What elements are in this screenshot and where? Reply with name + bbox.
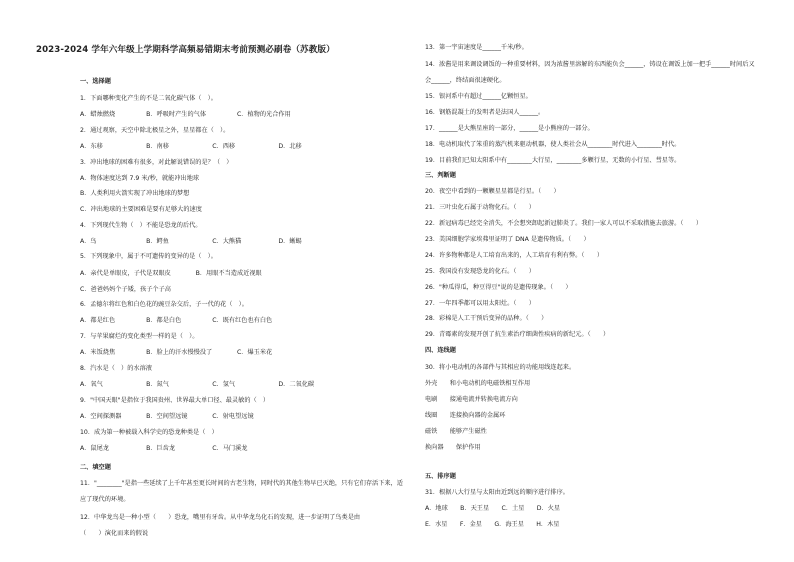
question-line: A．物体速度达到 7.9 米/秒，就能冲出地球 — [80, 175, 200, 182]
question-line: 21．三叶虫化石属于动物化石。（ ） — [425, 204, 535, 211]
question-line: 18．电动机取代了笨重的蒸汽机来驱动机器，使人类社会从________时代进入________时代。 — [425, 141, 681, 148]
question-line: 换向器 保护作用 — [425, 444, 481, 451]
section-heading: 四、连线题 — [425, 347, 456, 354]
question-line: 14．浓酱是用来调设调饭的一种重要材料，因为浓酱里溶解的东西能负会______，铸设在调饭上加一把手______时间后又 — [425, 61, 755, 68]
question-line: 线圈 连接换向器的金属环 — [425, 412, 506, 419]
question-line: A．都是红色 B．都是白色 C．既有红色也有白色 — [80, 317, 273, 324]
question-line: A．氧气 B．氮气 C．氢气 D．二氧化碳 — [80, 381, 315, 388]
question-line: 4．下列现代生物（ ）不能是恐龙的后代。 — [80, 222, 202, 229]
question-line: 26．"种瓜得瓜，种豆得豆"说的是遗传现象。（ ） — [425, 284, 572, 291]
question-line: 27．一年四季都可以用太阳灶。（ ） — [425, 300, 535, 307]
question-line: 15．银河系中有超过______亿颗恒星。 — [425, 93, 532, 100]
question-line: C．爸爸妈妈个子矮，孩子个子高 — [80, 286, 171, 293]
question-line: 5．下列现象中，属于不可遗传的变异的是（ ）。 — [80, 253, 217, 260]
section-heading: 五、排序题 — [425, 473, 456, 480]
question-line: 25．我国没有发现恐龙的化石。（ ） — [425, 268, 535, 275]
question-line: 外壳 和小电动机的电磁铁相互作用 — [425, 380, 531, 387]
question-line: 24．许多物种都是人工培育出来的，人工培育有利有弊。（ ） — [425, 252, 604, 259]
question-line: A．蜡烛燃烧 B．呼吸时产生的气体 C．植物的光合作用 — [80, 111, 291, 118]
question-line: 10．成为第一种被载入科学史的恐龙种类是（ ） — [80, 429, 218, 436]
question-line: 13．第一宇宙速度是______千米/秒。 — [425, 44, 528, 51]
question-line: 9．"中国天眼"是指位于我国贵州、世界最大单口径、最灵敏的（ ） — [80, 397, 270, 404]
question-line: 19．目前我们已知太阳系中有________大行星，________多颗行星，无数的小行星、彗星等。 — [425, 157, 681, 164]
section-heading: 三、判断题 — [425, 172, 456, 179]
question-line: 1．下面哪种变化产生的不是二氧化碳气体（ ）。 — [80, 95, 217, 102]
question-line: B．人类利用火箭实现了冲出地球的梦想 — [80, 190, 190, 197]
question-line: 23．美国细胞学家埃弗里证明了 DNA 是遗传物质。（ ） — [425, 236, 590, 243]
question-line: A．米饭烧焦 B．脸上的汗水慢慢没了 C．爆玉米花 — [80, 349, 273, 356]
question-line: 8．汽水是（ ）的水溶液 — [80, 365, 152, 372]
question-line: 2．通过观察，天空中除北极星之外，星星都在（ ）。 — [80, 127, 230, 134]
question-line: A．鸟 B．鳄鱼 C．大熊猫 D．蜥蜴 — [80, 238, 302, 245]
question-line: C．冲出地球的主要困难是要有足够大的速度 — [80, 206, 202, 213]
question-line: 电刷 接通电流并转换电流方向 — [425, 396, 518, 403]
question-line: 11．"________"是指一些延续了上千年甚至更长时间的古老生物，同时代的其他生物早已灭绝，只有它们存活下来，适 — [80, 480, 403, 487]
question-line: 12．中华龙鸟是一种小型（ ）恐龙，嘴里有牙齿。从中华龙鸟化石的发现，进一步证明了鸟类是由 — [80, 514, 361, 521]
question-line: 30．将小电动机的各部件与其相应的功能用线连起来。 — [425, 364, 576, 371]
question-line: A．地球 B．天王星 C．土星 D．火星 — [425, 505, 561, 512]
question-line: 28．彩棉是人工干预后变异的品种。（ ） — [425, 315, 548, 322]
question-line: （ ）演化而来的假说 — [80, 530, 149, 537]
question-line: A．空间探测器 B．空间望远镜 C．射电望远镜 — [80, 413, 254, 420]
question-line: E．水星 F．金星 G．海王星 H．木星 — [425, 521, 560, 528]
question-line: A．东移 B．南移 C．西移 D．北移 — [80, 143, 302, 150]
question-line: 磁铁 能够产生磁性 — [425, 428, 487, 435]
exam-title: 2023-2024 学年六年级上学期科学高频易错期末考前预测必刷卷（苏教版） — [36, 45, 335, 55]
question-line: 22．新冠病毒已经完全消失，不会想突卸起新冠肺炎了。我们一家人可以不采取措施去旅游。（ ） — [425, 220, 703, 227]
section-heading: 一、选择题 — [80, 78, 111, 85]
question-line: 应了现代的环境。 — [80, 496, 130, 503]
question-line: A．亲代是单眼皮，子代是双眼皮 B．用眼不当造成近视眼 — [80, 270, 262, 277]
question-line: 16．钢筋混凝土的发明者是法国人______。 — [425, 109, 545, 116]
question-line: 20．夜空中看到的一颗颗星星都是行星。（ ） — [425, 188, 560, 195]
question-line: A．鼠尾龙 B．巨齿龙 C．马门溪龙 — [80, 445, 248, 452]
question-line: 7．与苹果腐烂的变化类型一样的是（ ）。 — [80, 333, 199, 340]
question-line: 3．冲出地球的困难有很多，对此解说错误的是？（ ） — [80, 159, 233, 166]
question-line: 会______，终结面很速硬化。 — [425, 77, 506, 84]
question-line: 29．青霉素的发现开创了抗生素治疗细菌性疾病的新纪元。（ ） — [425, 331, 610, 338]
question-line: 17．______是大熊星座的一部分，______是小熊座的一部分。 — [425, 125, 594, 132]
question-line: 6．孟德尔将红色和白色花的豌豆杂交后，子一代的花（ ）。 — [80, 301, 248, 308]
question-line: 31．根据八大行星与太阳由近到远的顺序进行排序。 — [425, 489, 569, 496]
section-heading: 二、填空题 — [80, 464, 111, 471]
